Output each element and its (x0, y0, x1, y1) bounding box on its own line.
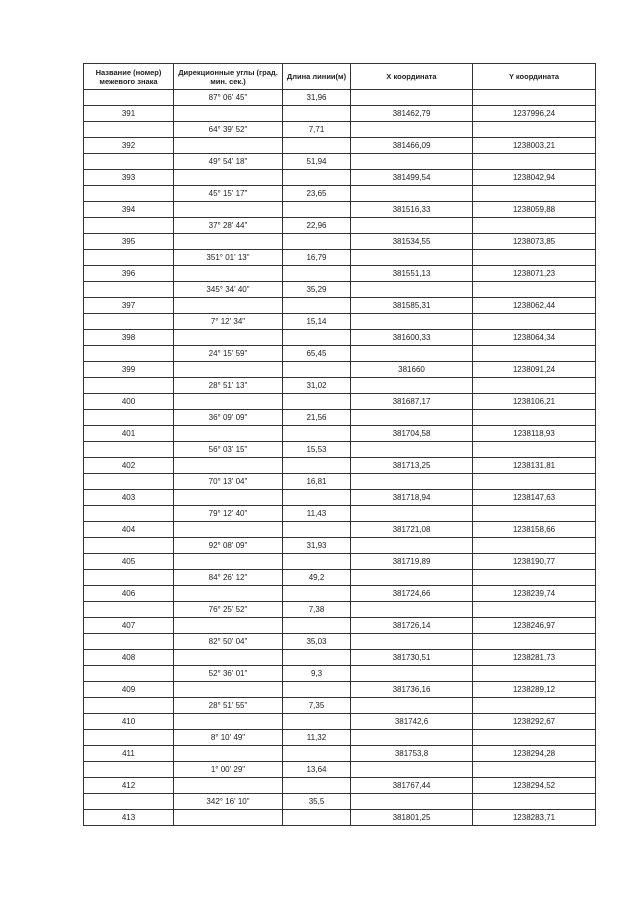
angle-cell-empty (174, 266, 283, 282)
x-cell-empty (351, 538, 473, 554)
length-cell-empty (283, 522, 351, 538)
segment-row (84, 474, 596, 490)
angle-cell-empty (174, 522, 283, 538)
x-cell-empty (351, 122, 473, 138)
name-cell-empty (84, 474, 174, 490)
segment-row (84, 538, 596, 554)
header-x-coordinate: X координата (351, 64, 473, 90)
point-name-cell: 409 (84, 682, 174, 698)
angle-cell-empty (174, 458, 283, 474)
y-coordinate-cell: 1238071,23 (473, 266, 596, 282)
name-cell-empty (84, 762, 174, 778)
point-row (84, 426, 596, 442)
point-name-cell: 391 (84, 106, 174, 122)
y-coordinate-cell: 1238064,34 (473, 330, 596, 346)
direction-angle-cell: 28° 51' 55" (174, 698, 283, 714)
name-cell-empty (84, 218, 174, 234)
angle-cell-empty (174, 330, 283, 346)
point-name-cell: 405 (84, 554, 174, 570)
angle-cell-empty (174, 106, 283, 122)
point-name-cell: 411 (84, 746, 174, 762)
line-length-cell: 35,5 (283, 794, 351, 810)
length-cell-empty (283, 106, 351, 122)
angle-cell-empty (174, 298, 283, 314)
point-row (84, 234, 596, 250)
segment-row (84, 218, 596, 234)
name-cell-empty (84, 698, 174, 714)
line-length-cell: 7,38 (283, 602, 351, 618)
y-coordinate-cell: 1238294,28 (473, 746, 596, 762)
name-cell-empty (84, 378, 174, 394)
angle-cell-empty (174, 362, 283, 378)
name-cell-empty (84, 506, 174, 522)
y-coordinate-cell: 1238062,44 (473, 298, 596, 314)
point-row (84, 202, 596, 218)
angle-cell-empty (174, 682, 283, 698)
y-coordinate-cell: 1238190,77 (473, 554, 596, 570)
y-cell-empty (473, 346, 596, 362)
x-cell-empty (351, 314, 473, 330)
x-coordinate-cell: 381499,54 (351, 170, 473, 186)
x-coordinate-cell: 381767,44 (351, 778, 473, 794)
length-cell-empty (283, 490, 351, 506)
length-cell-empty (283, 650, 351, 666)
angle-cell-empty (174, 426, 283, 442)
x-coordinate-cell: 381704,58 (351, 426, 473, 442)
direction-angle-cell: 49° 54' 18" (174, 154, 283, 170)
direction-angle-cell: 351° 01' 13" (174, 250, 283, 266)
line-length-cell: 9,3 (283, 666, 351, 682)
direction-angle-cell: 1° 00' 29" (174, 762, 283, 778)
length-cell-empty (283, 714, 351, 730)
x-cell-empty (351, 282, 473, 298)
length-cell-empty (283, 778, 351, 794)
point-name-cell: 401 (84, 426, 174, 442)
point-name-cell: 399 (84, 362, 174, 378)
line-length-cell: 7,71 (283, 122, 351, 138)
angle-cell-empty (174, 554, 283, 570)
point-name-cell: 400 (84, 394, 174, 410)
line-length-cell: 35,29 (283, 282, 351, 298)
x-cell-empty (351, 634, 473, 650)
header-y-coordinate: Y координата (473, 64, 596, 90)
length-cell-empty (283, 266, 351, 282)
direction-angle-cell: 36° 09' 09" (174, 410, 283, 426)
direction-angle-cell: 52° 36' 01" (174, 666, 283, 682)
point-name-cell: 398 (84, 330, 174, 346)
name-cell-empty (84, 602, 174, 618)
angle-cell-empty (174, 234, 283, 250)
point-row (84, 330, 596, 346)
y-cell-empty (473, 410, 596, 426)
line-length-cell: 22,96 (283, 218, 351, 234)
angle-cell-empty (174, 810, 283, 826)
length-cell-empty (283, 810, 351, 826)
line-length-cell: 15,53 (283, 442, 351, 458)
y-cell-empty (473, 570, 596, 586)
x-cell-empty (351, 410, 473, 426)
y-coordinate-cell: 1238294,52 (473, 778, 596, 794)
name-cell-empty (84, 410, 174, 426)
point-row (84, 170, 596, 186)
segment-row (84, 570, 596, 586)
x-coordinate-cell: 381516,33 (351, 202, 473, 218)
x-coordinate-cell: 381687,17 (351, 394, 473, 410)
boundary-coordinates-table (83, 63, 596, 826)
x-coordinate-cell: 381753,8 (351, 746, 473, 762)
segment-row (84, 762, 596, 778)
direction-angle-cell: 345° 34' 40" (174, 282, 283, 298)
point-row (84, 298, 596, 314)
x-coordinate-cell: 381726,14 (351, 618, 473, 634)
length-cell-empty (283, 138, 351, 154)
x-cell-empty (351, 378, 473, 394)
x-cell-empty (351, 506, 473, 522)
line-length-cell: 35,03 (283, 634, 351, 650)
line-length-cell: 23,65 (283, 186, 351, 202)
segment-row (84, 410, 596, 426)
x-coordinate-cell: 381736,16 (351, 682, 473, 698)
x-cell-empty (351, 474, 473, 490)
point-name-cell: 402 (84, 458, 174, 474)
angle-cell-empty (174, 138, 283, 154)
length-cell-empty (283, 394, 351, 410)
direction-angle-cell: 64° 39' 52" (174, 122, 283, 138)
y-coordinate-cell: 1238042,94 (473, 170, 596, 186)
point-name-cell: 395 (84, 234, 174, 250)
x-cell-empty (351, 90, 473, 106)
y-cell-empty (473, 666, 596, 682)
x-coordinate-cell: 381462,79 (351, 106, 473, 122)
header-line-length: Длина линии(м) (283, 64, 351, 90)
angle-cell-empty (174, 618, 283, 634)
point-name-cell: 397 (84, 298, 174, 314)
y-cell-empty (473, 698, 596, 714)
x-coordinate-cell: 381730,51 (351, 650, 473, 666)
length-cell-empty (283, 202, 351, 218)
y-cell-empty (473, 282, 596, 298)
name-cell-empty (84, 730, 174, 746)
y-cell-empty (473, 442, 596, 458)
y-cell-empty (473, 762, 596, 778)
y-cell-empty (473, 474, 596, 490)
x-coordinate-cell: 381713,25 (351, 458, 473, 474)
angle-cell-empty (174, 714, 283, 730)
point-row (84, 682, 596, 698)
y-coordinate-cell: 1238239,74 (473, 586, 596, 602)
y-cell-empty (473, 122, 596, 138)
direction-angle-cell: 79° 12' 40" (174, 506, 283, 522)
point-row (84, 554, 596, 570)
name-cell-empty (84, 186, 174, 202)
segment-row (84, 442, 596, 458)
name-cell-empty (84, 666, 174, 682)
length-cell-empty (283, 458, 351, 474)
line-length-cell: 11,43 (283, 506, 351, 522)
point-row (84, 394, 596, 410)
angle-cell-empty (174, 778, 283, 794)
point-name-cell: 394 (84, 202, 174, 218)
segment-row (84, 250, 596, 266)
y-coordinate-cell: 1238118,93 (473, 426, 596, 442)
point-row (84, 522, 596, 538)
length-cell-empty (283, 234, 351, 250)
angle-cell-empty (174, 202, 283, 218)
segment-row (84, 634, 596, 650)
y-coordinate-cell: 1238281,73 (473, 650, 596, 666)
line-length-cell: 16,81 (283, 474, 351, 490)
x-coordinate-cell: 381801,25 (351, 810, 473, 826)
direction-angle-cell: 87° 06' 45" (174, 90, 283, 106)
y-cell-empty (473, 730, 596, 746)
name-cell-empty (84, 346, 174, 362)
y-coordinate-cell: 1238106,21 (473, 394, 596, 410)
line-length-cell: 65,45 (283, 346, 351, 362)
x-cell-empty (351, 154, 473, 170)
name-cell-empty (84, 282, 174, 298)
length-cell-empty (283, 298, 351, 314)
segment-row (84, 154, 596, 170)
point-name-cell: 393 (84, 170, 174, 186)
line-length-cell: 16,79 (283, 250, 351, 266)
point-row (84, 586, 596, 602)
y-coordinate-cell: 1238003,21 (473, 138, 596, 154)
x-coordinate-cell: 381551,13 (351, 266, 473, 282)
line-length-cell: 7,35 (283, 698, 351, 714)
y-coordinate-cell: 1238292,67 (473, 714, 596, 730)
y-cell-empty (473, 154, 596, 170)
length-cell-empty (283, 362, 351, 378)
name-cell-empty (84, 570, 174, 586)
point-row (84, 490, 596, 506)
y-cell-empty (473, 186, 596, 202)
x-coordinate-cell: 381600,33 (351, 330, 473, 346)
name-cell-empty (84, 90, 174, 106)
direction-angle-cell: 28° 51' 13" (174, 378, 283, 394)
line-length-cell: 21,56 (283, 410, 351, 426)
point-row (84, 618, 596, 634)
segment-row (84, 90, 596, 106)
name-cell-empty (84, 250, 174, 266)
point-name-cell: 404 (84, 522, 174, 538)
point-name-cell: 403 (84, 490, 174, 506)
angle-cell-empty (174, 586, 283, 602)
angle-cell-empty (174, 170, 283, 186)
direction-angle-cell: 7° 12' 34" (174, 314, 283, 330)
x-coordinate-cell: 381718,94 (351, 490, 473, 506)
segment-row (84, 282, 596, 298)
table-header-row (84, 64, 596, 90)
y-cell-empty (473, 538, 596, 554)
y-coordinate-cell: 1238147,63 (473, 490, 596, 506)
angle-cell-empty (174, 746, 283, 762)
header-direction-angle: Дирекционные углы (град. мин. сек.) (174, 64, 283, 90)
length-cell-empty (283, 746, 351, 762)
point-name-cell: 396 (84, 266, 174, 282)
y-cell-empty (473, 378, 596, 394)
angle-cell-empty (174, 650, 283, 666)
direction-angle-cell: 56° 03' 15" (174, 442, 283, 458)
x-coordinate-cell: 381534,55 (351, 234, 473, 250)
x-cell-empty (351, 250, 473, 266)
point-name-cell: 408 (84, 650, 174, 666)
x-coordinate-cell: 381719,89 (351, 554, 473, 570)
point-name-cell: 413 (84, 810, 174, 826)
point-row (84, 266, 596, 282)
angle-cell-empty (174, 490, 283, 506)
y-coordinate-cell: 1238131,81 (473, 458, 596, 474)
y-cell-empty (473, 506, 596, 522)
direction-angle-cell: 82° 50' 04" (174, 634, 283, 650)
x-cell-empty (351, 186, 473, 202)
direction-angle-cell: 92° 08' 09" (174, 538, 283, 554)
length-cell-empty (283, 170, 351, 186)
y-coordinate-cell: 1238091,24 (473, 362, 596, 378)
y-cell-empty (473, 218, 596, 234)
direction-angle-cell: 84° 26' 12" (174, 570, 283, 586)
length-cell-empty (283, 330, 351, 346)
y-coordinate-cell: 1238073,85 (473, 234, 596, 250)
point-row (84, 746, 596, 762)
direction-angle-cell: 8° 10' 49" (174, 730, 283, 746)
x-coordinate-cell: 381466,09 (351, 138, 473, 154)
y-cell-empty (473, 794, 596, 810)
segment-row (84, 698, 596, 714)
point-row (84, 106, 596, 122)
segment-row (84, 186, 596, 202)
x-coordinate-cell: 381585,31 (351, 298, 473, 314)
point-row (84, 138, 596, 154)
y-coordinate-cell: 1238158,66 (473, 522, 596, 538)
y-coordinate-cell: 1238289,12 (473, 682, 596, 698)
y-coordinate-cell: 1238059,88 (473, 202, 596, 218)
line-length-cell: 13,64 (283, 762, 351, 778)
line-length-cell: 49,2 (283, 570, 351, 586)
point-row (84, 714, 596, 730)
point-name-cell: 410 (84, 714, 174, 730)
y-coordinate-cell: 1238246,97 (473, 618, 596, 634)
direction-angle-cell: 37° 28' 44" (174, 218, 283, 234)
name-cell-empty (84, 634, 174, 650)
segment-row (84, 506, 596, 522)
segment-row (84, 346, 596, 362)
x-cell-empty (351, 730, 473, 746)
name-cell-empty (84, 154, 174, 170)
length-cell-empty (283, 618, 351, 634)
x-cell-empty (351, 442, 473, 458)
point-name-cell: 407 (84, 618, 174, 634)
length-cell-empty (283, 426, 351, 442)
x-cell-empty (351, 698, 473, 714)
name-cell-empty (84, 538, 174, 554)
segment-row (84, 314, 596, 330)
y-cell-empty (473, 250, 596, 266)
x-cell-empty (351, 346, 473, 362)
line-length-cell: 51,94 (283, 154, 351, 170)
direction-angle-cell: 24° 15' 59" (174, 346, 283, 362)
point-name-cell: 412 (84, 778, 174, 794)
length-cell-empty (283, 586, 351, 602)
x-coordinate-cell: 381724,66 (351, 586, 473, 602)
point-row (84, 458, 596, 474)
x-coordinate-cell: 381742,6 (351, 714, 473, 730)
point-name-cell: 392 (84, 138, 174, 154)
direction-angle-cell: 70° 13' 04" (174, 474, 283, 490)
x-cell-empty (351, 602, 473, 618)
segment-row (84, 730, 596, 746)
header-point-name: Название (номер) межевого знака (84, 64, 174, 90)
name-cell-empty (84, 442, 174, 458)
y-coordinate-cell: 1237996,24 (473, 106, 596, 122)
x-cell-empty (351, 570, 473, 586)
name-cell-empty (84, 794, 174, 810)
name-cell-empty (84, 122, 174, 138)
name-cell-empty (84, 314, 174, 330)
segment-row (84, 602, 596, 618)
x-cell-empty (351, 794, 473, 810)
x-cell-empty (351, 218, 473, 234)
segment-row (84, 378, 596, 394)
direction-angle-cell: 45° 15' 17" (174, 186, 283, 202)
point-row (84, 650, 596, 666)
y-cell-empty (473, 90, 596, 106)
line-length-cell: 11,32 (283, 730, 351, 746)
angle-cell-empty (174, 394, 283, 410)
point-row (84, 778, 596, 794)
line-length-cell: 31,96 (283, 90, 351, 106)
point-row (84, 810, 596, 826)
line-length-cell: 31,02 (283, 378, 351, 394)
x-cell-empty (351, 666, 473, 682)
line-length-cell: 31,93 (283, 538, 351, 554)
segment-row (84, 122, 596, 138)
x-coordinate-cell: 381721,08 (351, 522, 473, 538)
segment-row (84, 794, 596, 810)
line-length-cell: 15,14 (283, 314, 351, 330)
y-cell-empty (473, 314, 596, 330)
length-cell-empty (283, 682, 351, 698)
y-cell-empty (473, 602, 596, 618)
direction-angle-cell: 76° 25' 52" (174, 602, 283, 618)
x-coordinate-cell: 381660 (351, 362, 473, 378)
point-name-cell: 406 (84, 586, 174, 602)
y-coordinate-cell: 1238283,71 (473, 810, 596, 826)
x-cell-empty (351, 762, 473, 778)
point-row (84, 362, 596, 378)
length-cell-empty (283, 554, 351, 570)
direction-angle-cell: 342° 16' 10" (174, 794, 283, 810)
y-cell-empty (473, 634, 596, 650)
table-body (84, 90, 596, 826)
segment-row (84, 666, 596, 682)
